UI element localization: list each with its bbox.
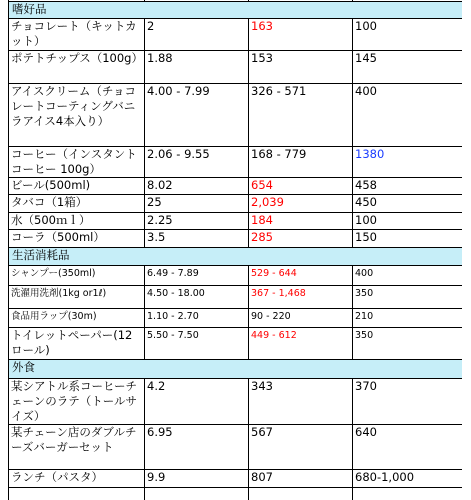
value-cell[interactable]: 4.2 <box>145 379 249 425</box>
value-cell[interactable]: 25 <box>145 195 249 213</box>
value-cell[interactable]: 8.02 <box>145 178 249 195</box>
value-cell[interactable]: 5.50 - 7.50 <box>145 328 249 360</box>
table-row <box>9 379 463 425</box>
table-row <box>9 488 463 500</box>
value-cell[interactable]: 343 <box>249 379 353 425</box>
value-cell[interactable]: 807 <box>249 470 353 488</box>
section-header-row <box>9 248 463 266</box>
value-cell[interactable]: 350 <box>353 328 463 360</box>
section-header-row <box>9 2 463 19</box>
value-cell[interactable]: 100 <box>353 19 463 51</box>
table-row <box>9 328 463 360</box>
value-cell[interactable]: 145 <box>353 51 463 84</box>
value-cell[interactable]: 350 <box>353 286 463 309</box>
value-cell[interactable]: 640 <box>353 425 463 470</box>
value-cell[interactable]: 400 <box>353 266 463 286</box>
value-cell[interactable]: 90 - 220 <box>249 309 353 328</box>
item-cell[interactable]: タバコ（1箱） <box>9 195 145 213</box>
item-cell[interactable]: チョコレート（キットカット） <box>9 19 145 51</box>
value-cell[interactable]: 326 - 571 <box>249 84 353 147</box>
value-cell[interactable]: 4.50 - 18.00 <box>145 286 249 309</box>
table-row <box>9 309 463 328</box>
table-row <box>9 178 463 195</box>
table-row <box>9 195 463 213</box>
section-title[interactable]: 嗜好品 <box>9 2 463 19</box>
value-cell[interactable]: 1380 <box>353 147 463 178</box>
value-cell[interactable]: 6.95 <box>145 425 249 470</box>
value-cell[interactable]: 367 - 1,468 <box>249 286 353 309</box>
value-cell[interactable]: 680-1,000 <box>353 470 463 488</box>
value-cell[interactable]: 285 <box>249 230 353 248</box>
value-cell[interactable]: 2.25 <box>145 213 249 230</box>
item-cell[interactable]: アイスクリーム（チョコレートコーティングバニラアイス4本入り） <box>9 84 145 147</box>
table-row <box>9 147 463 178</box>
value-cell[interactable]: 654 <box>249 178 353 195</box>
item-cell[interactable]: コーヒー（インスタントコーヒー 100g） <box>9 147 145 178</box>
item-cell[interactable]: 水（500ｍｌ） <box>9 213 145 230</box>
item-cell[interactable]: 某チェーン店のダブルチーズバーガーセット <box>9 425 145 470</box>
value-cell[interactable]: 1.10 - 2.70 <box>145 309 249 328</box>
sheet-margin <box>462 0 471 500</box>
item-cell[interactable]: ランチ（パスタ） <box>9 470 145 488</box>
value-cell[interactable]: 210 <box>353 309 463 328</box>
table-row <box>9 425 463 470</box>
value-cell[interactable]: 2 <box>145 19 249 51</box>
value-cell[interactable]: 6.49 - 7.89 <box>145 266 249 286</box>
item-cell[interactable]: ビール(500ml) <box>9 178 145 195</box>
item-cell[interactable]: ポテトチップス（100g） <box>9 51 145 84</box>
table-row <box>9 51 463 84</box>
item-cell[interactable]: トイレットペーパー(12ロール) <box>9 328 145 360</box>
value-cell[interactable]: 449 - 612 <box>249 328 353 360</box>
value-cell[interactable]: 4.00 - 7.99 <box>145 84 249 147</box>
value-cell[interactable]: 150 <box>353 230 463 248</box>
value-cell[interactable]: 2,039 <box>249 195 353 213</box>
table-row <box>9 266 463 286</box>
section-title[interactable]: 外食 <box>9 360 463 379</box>
value-cell[interactable]: 2.06 - 9.55 <box>145 147 249 178</box>
value-cell[interactable]: 163 <box>249 19 353 51</box>
item-cell[interactable]: コーラ（500ml） <box>9 230 145 248</box>
value-cell[interactable]: 567 <box>249 425 353 470</box>
section-header-row <box>9 360 463 379</box>
table-row <box>9 286 463 309</box>
value-cell[interactable]: 100 <box>353 213 463 230</box>
value-cell[interactable]: 370 <box>353 379 463 425</box>
value-cell[interactable]: 400 <box>353 84 463 147</box>
value-cell[interactable]: 3.5 <box>145 230 249 248</box>
table-row <box>9 230 463 248</box>
table-row <box>9 213 463 230</box>
item-cell[interactable]: 洗濯用洗剤(1kg or1ℓ) <box>9 286 145 309</box>
section-title[interactable]: 生活消耗品 <box>9 248 463 266</box>
table-row <box>9 84 463 147</box>
value-cell[interactable]: 458 <box>353 178 463 195</box>
item-cell[interactable]: 食品用ラップ(30m) <box>9 309 145 328</box>
value-cell[interactable]: 153 <box>249 51 353 84</box>
table-row <box>9 19 463 51</box>
value-cell[interactable]: 529 - 644 <box>249 266 353 286</box>
value-cell[interactable]: 1.88 <box>145 51 249 84</box>
item-cell[interactable]: シャンプー(350ml) <box>9 266 145 286</box>
table-row <box>9 470 463 488</box>
item-cell[interactable]: 某シアトル系コーヒーチェーンのラテ（トールサイズ） <box>9 379 145 425</box>
value-cell[interactable]: 450 <box>353 195 463 213</box>
value-cell[interactable]: 184 <box>249 213 353 230</box>
value-cell[interactable]: 9.9 <box>145 470 249 488</box>
value-cell[interactable]: 168 - 779 <box>249 147 353 178</box>
price-comparison-table <box>8 0 463 500</box>
